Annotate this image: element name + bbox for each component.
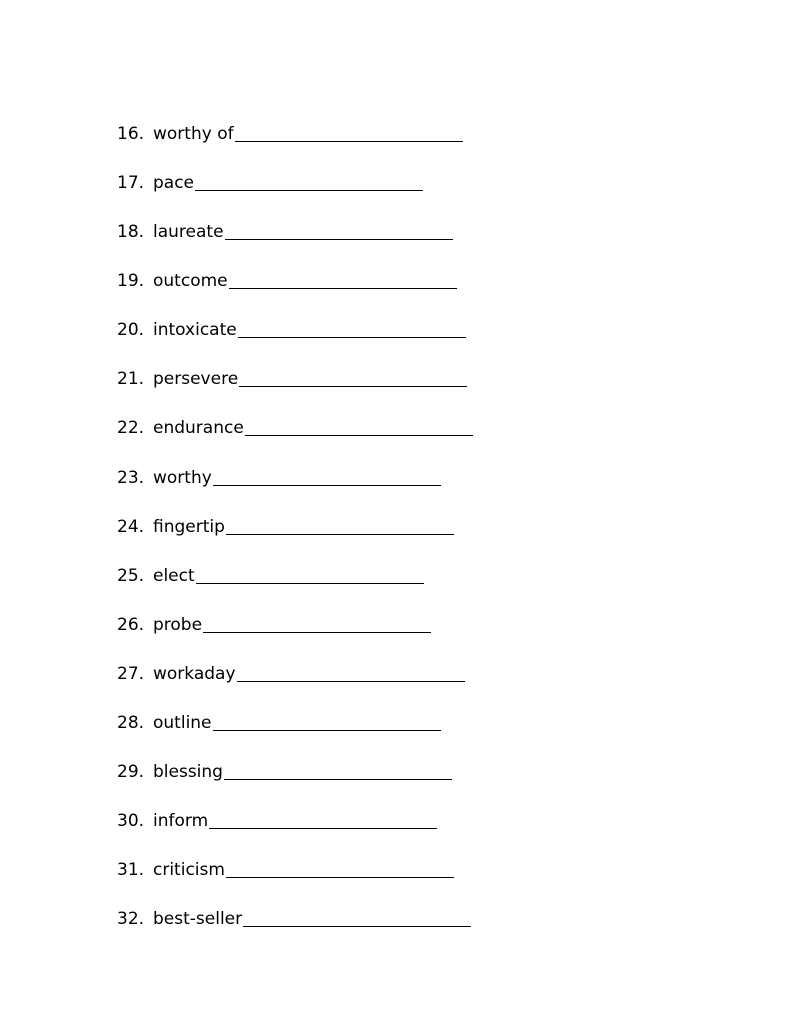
item-number: 29.: [117, 762, 145, 783]
answer-blank-line[interactable]: [245, 435, 473, 436]
answer-blank-line[interactable]: [195, 190, 423, 191]
item-word: best-seller: [153, 909, 243, 930]
item-word: worthy: [153, 467, 212, 488]
list-item: [117, 490, 473, 539]
item-number: 23.: [117, 467, 145, 488]
item-word: workaday: [153, 663, 236, 684]
item-word: laureate: [153, 222, 224, 243]
answer-blank-line[interactable]: [213, 730, 441, 731]
item-number: 26.: [117, 614, 145, 635]
vocabulary-list: [117, 97, 473, 931]
item-word: intoxicate: [153, 320, 237, 341]
answer-blank-line[interactable]: [213, 485, 441, 486]
item-word: persevere: [153, 369, 239, 390]
list-item: [117, 97, 473, 146]
item-number: 30.: [117, 811, 145, 832]
list-item: [117, 588, 473, 637]
answer-blank-line[interactable]: [226, 534, 454, 535]
answer-blank-line[interactable]: [238, 337, 466, 338]
list-item: [117, 195, 473, 244]
answer-blank-line[interactable]: [225, 239, 453, 240]
item-number: 25.: [117, 565, 145, 586]
list-item: [117, 882, 473, 931]
item-word: worthy of: [153, 124, 234, 144]
list-item: [117, 686, 473, 735]
list-item: [117, 735, 473, 784]
item-number: 31.: [117, 860, 145, 881]
item-number: 20.: [117, 320, 145, 341]
item-number: 17.: [117, 173, 145, 193]
answer-blank-line[interactable]: [243, 926, 471, 927]
item-word: outline: [153, 713, 212, 734]
item-word: elect: [153, 565, 195, 586]
item-word: outcome: [153, 271, 228, 292]
list-item: [117, 146, 473, 195]
item-word: criticism: [153, 860, 225, 881]
list-item: [117, 342, 473, 391]
answer-blank-line[interactable]: [239, 386, 467, 387]
item-word: pace: [153, 173, 195, 193]
item-number: 21.: [117, 369, 145, 390]
item-number: 28.: [117, 713, 145, 734]
answer-blank-line[interactable]: [203, 632, 431, 633]
list-item: [117, 391, 473, 440]
item-word: endurance: [153, 418, 244, 439]
item-number: 32.: [117, 909, 145, 930]
item-number: 19.: [117, 271, 145, 292]
list-item: [117, 539, 473, 588]
list-item: [117, 293, 473, 342]
answer-blank-line[interactable]: [229, 288, 457, 289]
item-word: probe: [153, 614, 203, 635]
list-item: [117, 637, 473, 686]
answer-blank-line[interactable]: [235, 141, 463, 142]
list-item: [117, 784, 473, 833]
item-word: fingertip: [153, 516, 225, 537]
answer-blank-line[interactable]: [209, 828, 437, 829]
list-item: [117, 833, 473, 882]
list-item: [117, 440, 473, 489]
item-word: blessing: [153, 762, 223, 783]
item-number: 16.: [117, 124, 145, 144]
item-number: 24.: [117, 516, 145, 537]
item-number: 22.: [117, 418, 145, 439]
item-word: inform: [153, 811, 209, 832]
item-number: 18.: [117, 222, 145, 243]
list-item: [117, 244, 473, 293]
answer-blank-line[interactable]: [224, 779, 452, 780]
answer-blank-line[interactable]: [226, 877, 454, 878]
answer-blank-line[interactable]: [196, 583, 424, 584]
item-number: 27.: [117, 663, 145, 684]
answer-blank-line[interactable]: [237, 681, 465, 682]
